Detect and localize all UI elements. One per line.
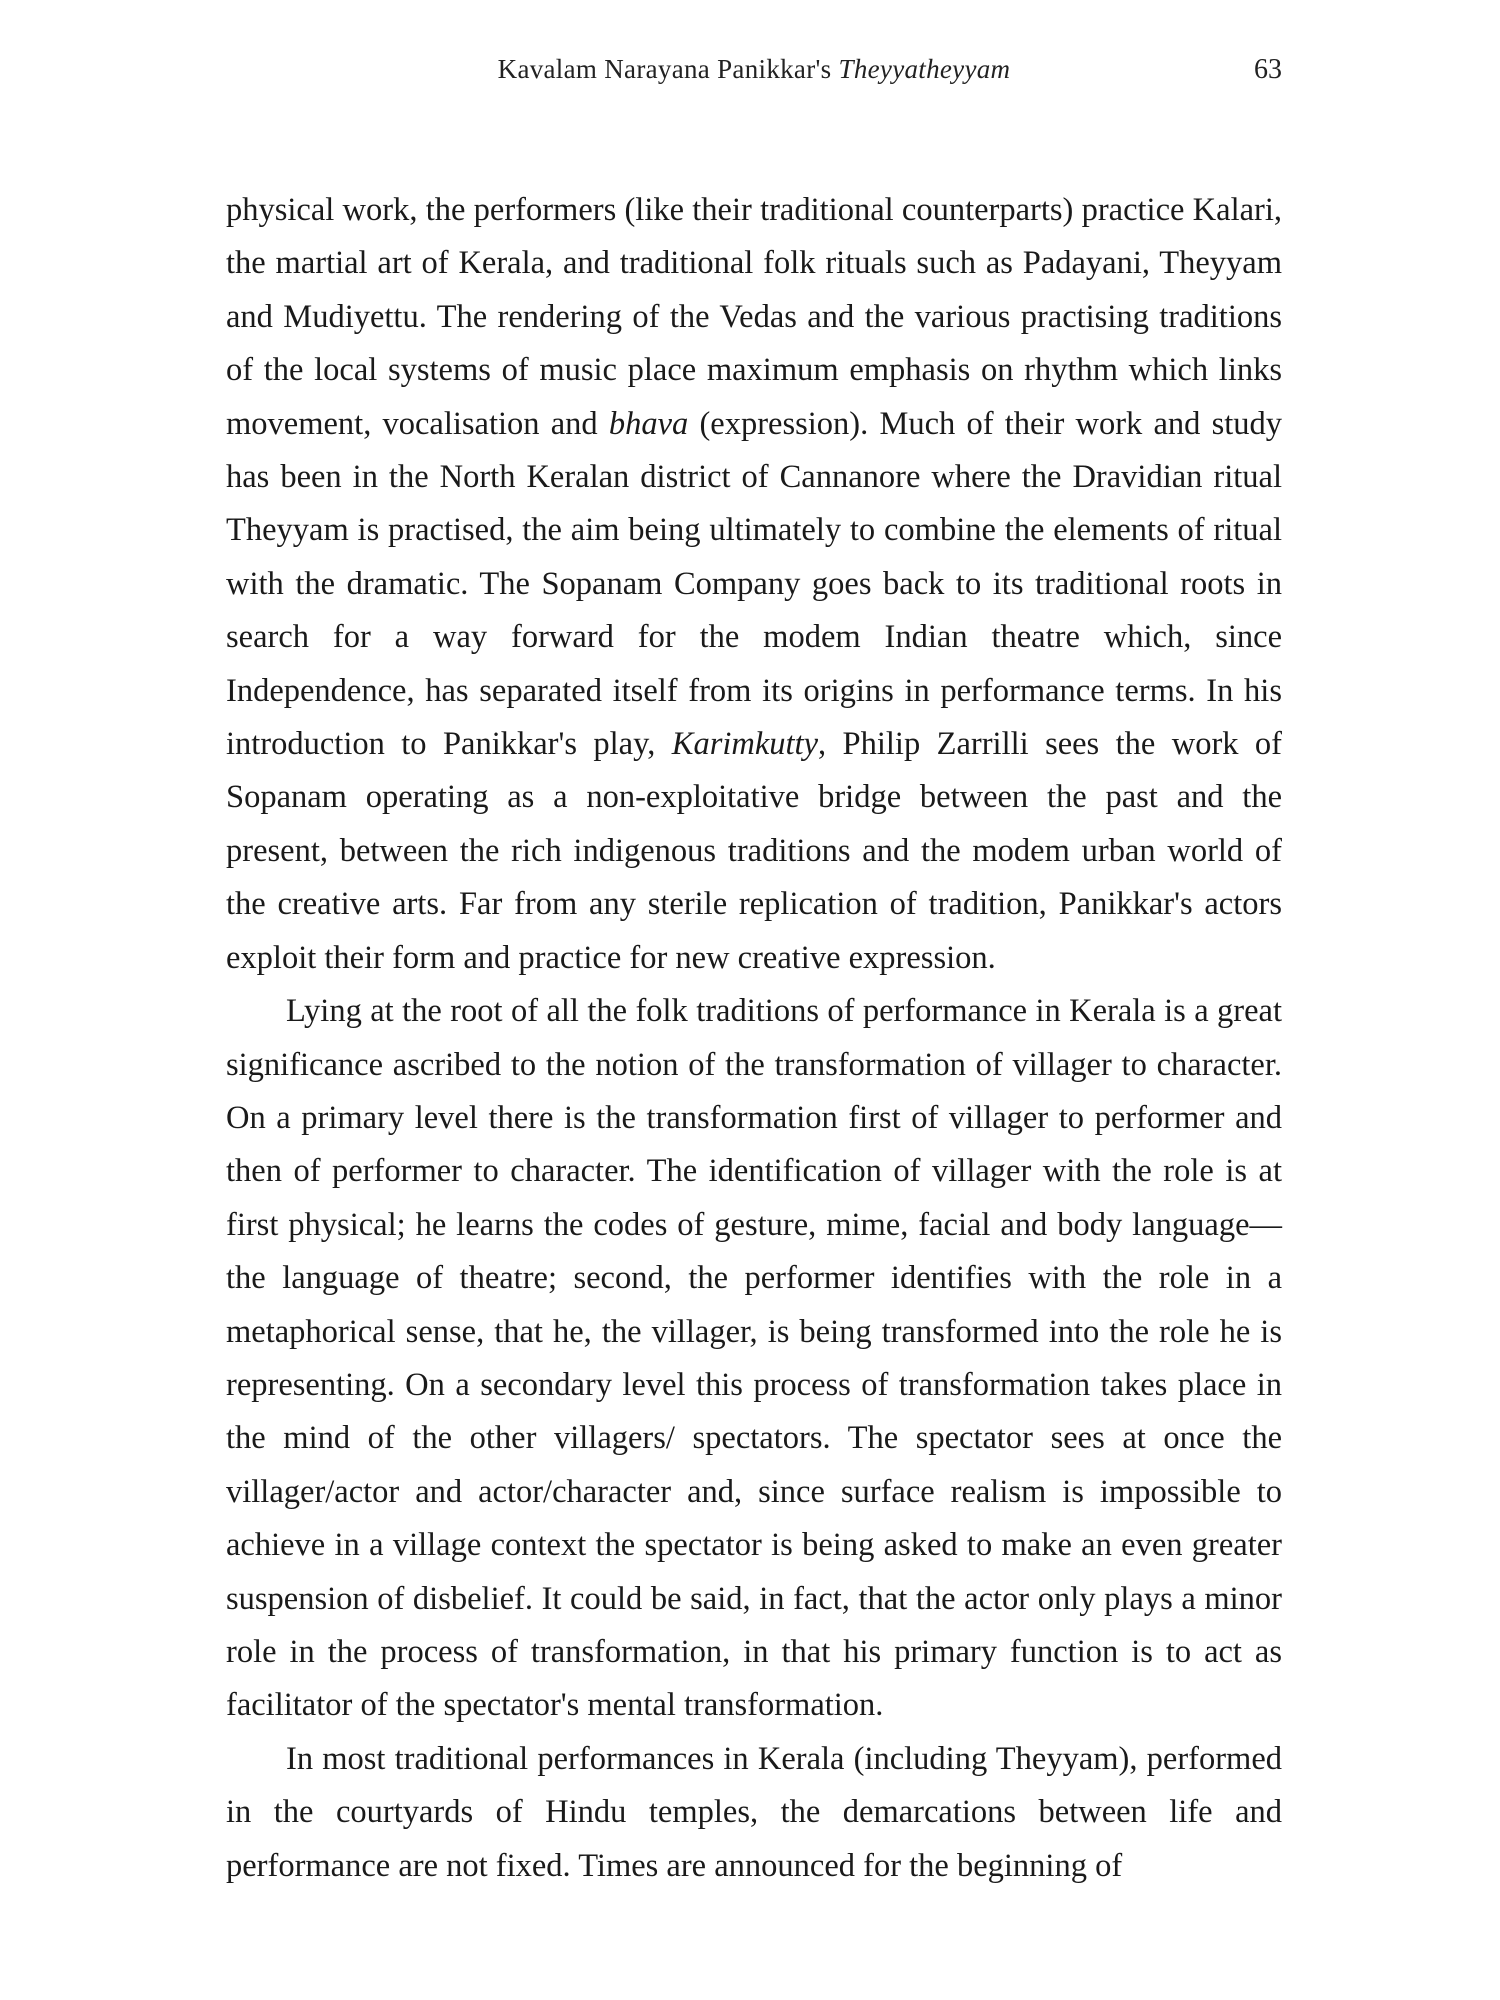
page-number: 63 [1254, 54, 1282, 85]
paragraph-3: In most traditional performances in Kerala (including Theyyam), performed in the courtyards of Hindu temples, the demarcations between life and performance are not fixed. Times are announced for the beginning of [226, 1740, 1282, 1884]
paragraph-1-part-3: , Philip Zarrilli sees the work of Sopanam operating as a non-exploitative bridge between the past and the present, between the rich indigenous traditions and the modem urban world of the creative arts. Far from any sterile replication of tradition, Panikkar's actors exploit their form and practice for new creative expression. [226, 726, 1282, 976]
play-title-karimkutty: Karimkutty [671, 726, 819, 763]
running-title-italic: Theyyatheyyam [838, 54, 1011, 84]
running-head [226, 54, 1282, 102]
running-title [226, 54, 1282, 85]
body-text [226, 184, 1282, 1893]
running-title-prefix: Kavalam Narayana Panikkar's [497, 54, 839, 84]
term-bhava: bhava [608, 405, 689, 442]
paragraph-1 [226, 184, 1282, 985]
paragraph-2: Lying at the root of all the folk traditions of performance in Kerala is a great significance ascribed to the notion of the transformation of villager to character. On a primary level there is the transformation first of villager to performer and then of performer to character. The identification of villager with the role is at first physical; he learns the codes of gesture, mime, facial and body language—the language of theatre; second, the performer identifies with the role in a metaphorical sense, that he, the villager, is being transformed into the role he is representing. On a secondary level this process of transformation takes place in the mind of the other villagers/ spectators. The spectator sees at once the villager/actor and actor/character and, since surface realism is impossible to achieve in a village context the spectator is being asked to make an even greater suspension of disbelief. It could be said, in fact, that the actor only plays a minor role in the process of transformation, in that his primary function is to act as facilitator of the spectator's mental transformation. [226, 993, 1282, 1724]
paragraph-1-part-1: physical work, the performers (like their traditional counterparts) practice Kalari, the martial art of Kerala, and traditional folk rituals such as Padayani, Theyyam and Mudiyettu. The rendering of the Vedas and the various practising traditions of the local systems of music place maximum emphasis on rhythm which links movement, vocalisation and [226, 192, 1282, 442]
paragraph-1-part-2: (expression). Much of their work and study has been in the North Keralan district of Cannanore where the Dravidian ritual Theyyam is practised, the aim being ultimately to combine the elements of ritual with the dramatic. The Sopanam Company goes back to its traditional roots in search for a way forward for the modem Indian theatre which, since Independence, has separated itself from its origins in performance terms. In his introduction to Panikkar's play, [226, 405, 1282, 763]
